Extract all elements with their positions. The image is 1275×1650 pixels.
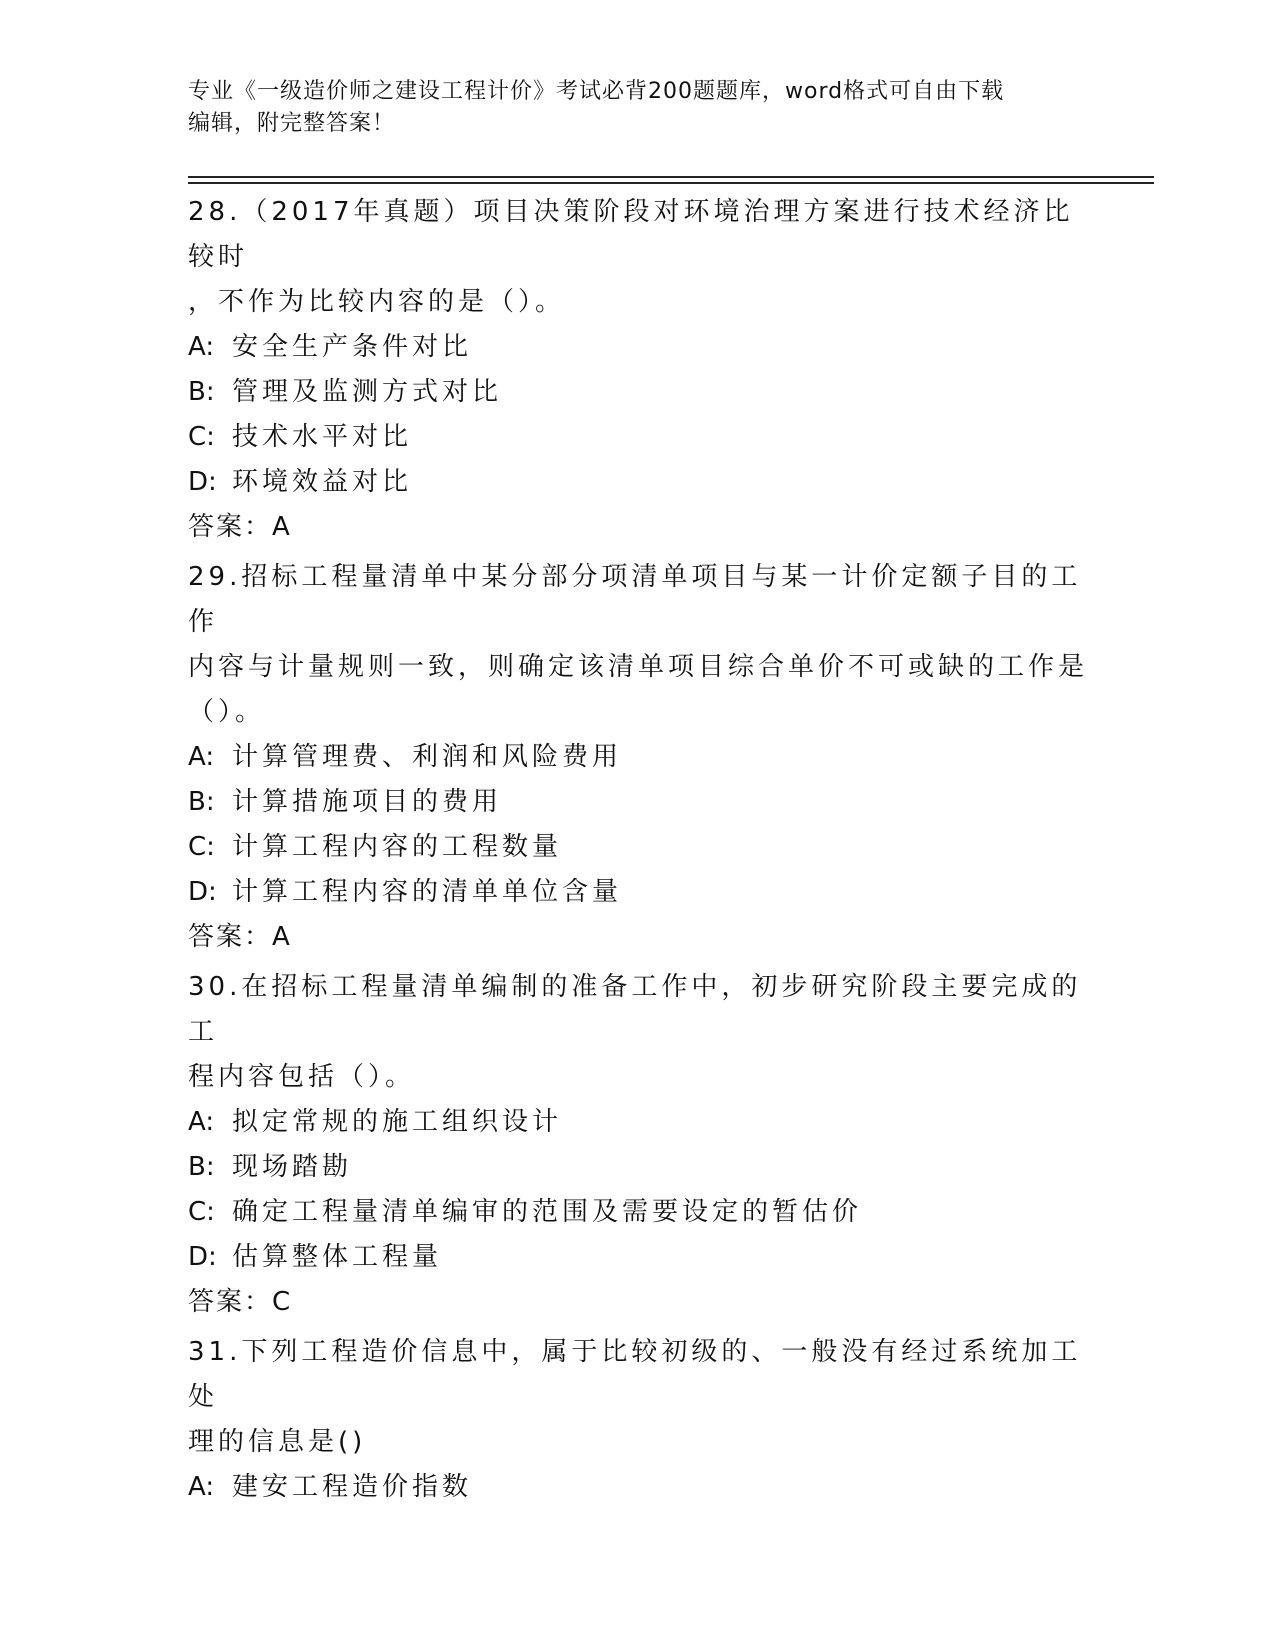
question-28 <box>188 190 1088 550</box>
option-b <box>188 780 1088 825</box>
question-stem-line: 29.招标工程量清单中某分部分项清单项目与某一计价定额子目的工作 <box>188 562 1082 637</box>
option-a <box>188 1100 1088 1145</box>
question-stem-line: 理的信息是() <box>188 1427 367 1457</box>
header-rule-top <box>188 176 1154 178</box>
header-rule-bottom <box>188 182 1154 184</box>
option-letter: D: <box>188 877 217 907</box>
question-29 <box>188 555 1088 960</box>
header-line-2: 编辑，附完整答案！ <box>188 111 396 136</box>
question-stem-line: 28.（2017年真题）项目决策阶段对环境治理方案进行技术经济比较时 <box>188 197 1074 272</box>
option-b <box>188 1145 1088 1190</box>
option-text: 确定工程量清单编审的范围及需要设定的暂估价 <box>232 1197 863 1227</box>
answer-line: 答案：C <box>188 1287 293 1317</box>
option-b <box>188 370 1088 415</box>
option-text: 管理及监测方式对比 <box>232 377 503 407</box>
option-text: 环境效益对比 <box>232 467 413 497</box>
document-header <box>188 76 1088 140</box>
option-c <box>188 415 1088 460</box>
option-text: 计算工程内容的清单单位含量 <box>232 877 623 907</box>
question-31 <box>188 1330 1088 1510</box>
option-text: 计算管理费、利润和风险费用 <box>232 742 623 772</box>
option-letter: C: <box>188 422 215 452</box>
option-letter: C: <box>188 832 215 862</box>
option-letter: A: <box>188 1107 215 1137</box>
option-c <box>188 825 1088 870</box>
option-text: 估算整体工程量 <box>232 1242 443 1272</box>
header-line-1: 专业《一级造价师之建设工程计价》考试必背200题题库，word格式可自由下载 <box>188 79 1005 104</box>
option-letter: D: <box>188 1242 217 1272</box>
question-stem-line: （）。 <box>188 697 266 727</box>
option-text: 建安工程造价指数 <box>232 1472 473 1502</box>
option-text: 技术水平对比 <box>232 422 413 452</box>
question-stem-line: 31.下列工程造价信息中，属于比较初级的、一般没有经过系统加工处 <box>188 1337 1082 1412</box>
option-letter: A: <box>188 1472 215 1502</box>
option-letter: B: <box>188 787 215 817</box>
option-d <box>188 460 1088 505</box>
option-letter: D: <box>188 467 217 497</box>
question-stem-line: 内容与计量规则一致，则确定该清单项目综合单价不可或缺的工作是 <box>188 652 1089 682</box>
option-text: 安全生产条件对比 <box>232 332 473 362</box>
option-text: 计算工程内容的工程数量 <box>232 832 563 862</box>
option-text: 拟定常规的施工组织设计 <box>232 1107 563 1137</box>
option-a <box>188 735 1088 780</box>
option-a <box>188 1465 1088 1510</box>
option-letter: B: <box>188 1152 215 1182</box>
question-30 <box>188 965 1088 1325</box>
option-c <box>188 1190 1088 1235</box>
option-letter: A: <box>188 742 215 772</box>
option-letter: A: <box>188 332 215 362</box>
option-a <box>188 325 1088 370</box>
question-stem-line: 程内容包括（）。 <box>188 1062 416 1092</box>
option-d <box>188 1235 1088 1280</box>
option-text: 现场踏勘 <box>232 1152 353 1182</box>
question-stem-line: ，不作为比较内容的是（）。 <box>188 287 566 317</box>
answer-line: 答案：A <box>188 922 292 952</box>
answer-line: 答案：A <box>188 512 292 542</box>
option-letter: C: <box>188 1197 215 1227</box>
question-stem-line: 30.在招标工程量清单编制的准备工作中，初步研究阶段主要完成的工 <box>188 972 1082 1047</box>
option-d <box>188 870 1088 915</box>
option-text: 计算措施项目的费用 <box>232 787 503 817</box>
option-letter: B: <box>188 377 215 407</box>
